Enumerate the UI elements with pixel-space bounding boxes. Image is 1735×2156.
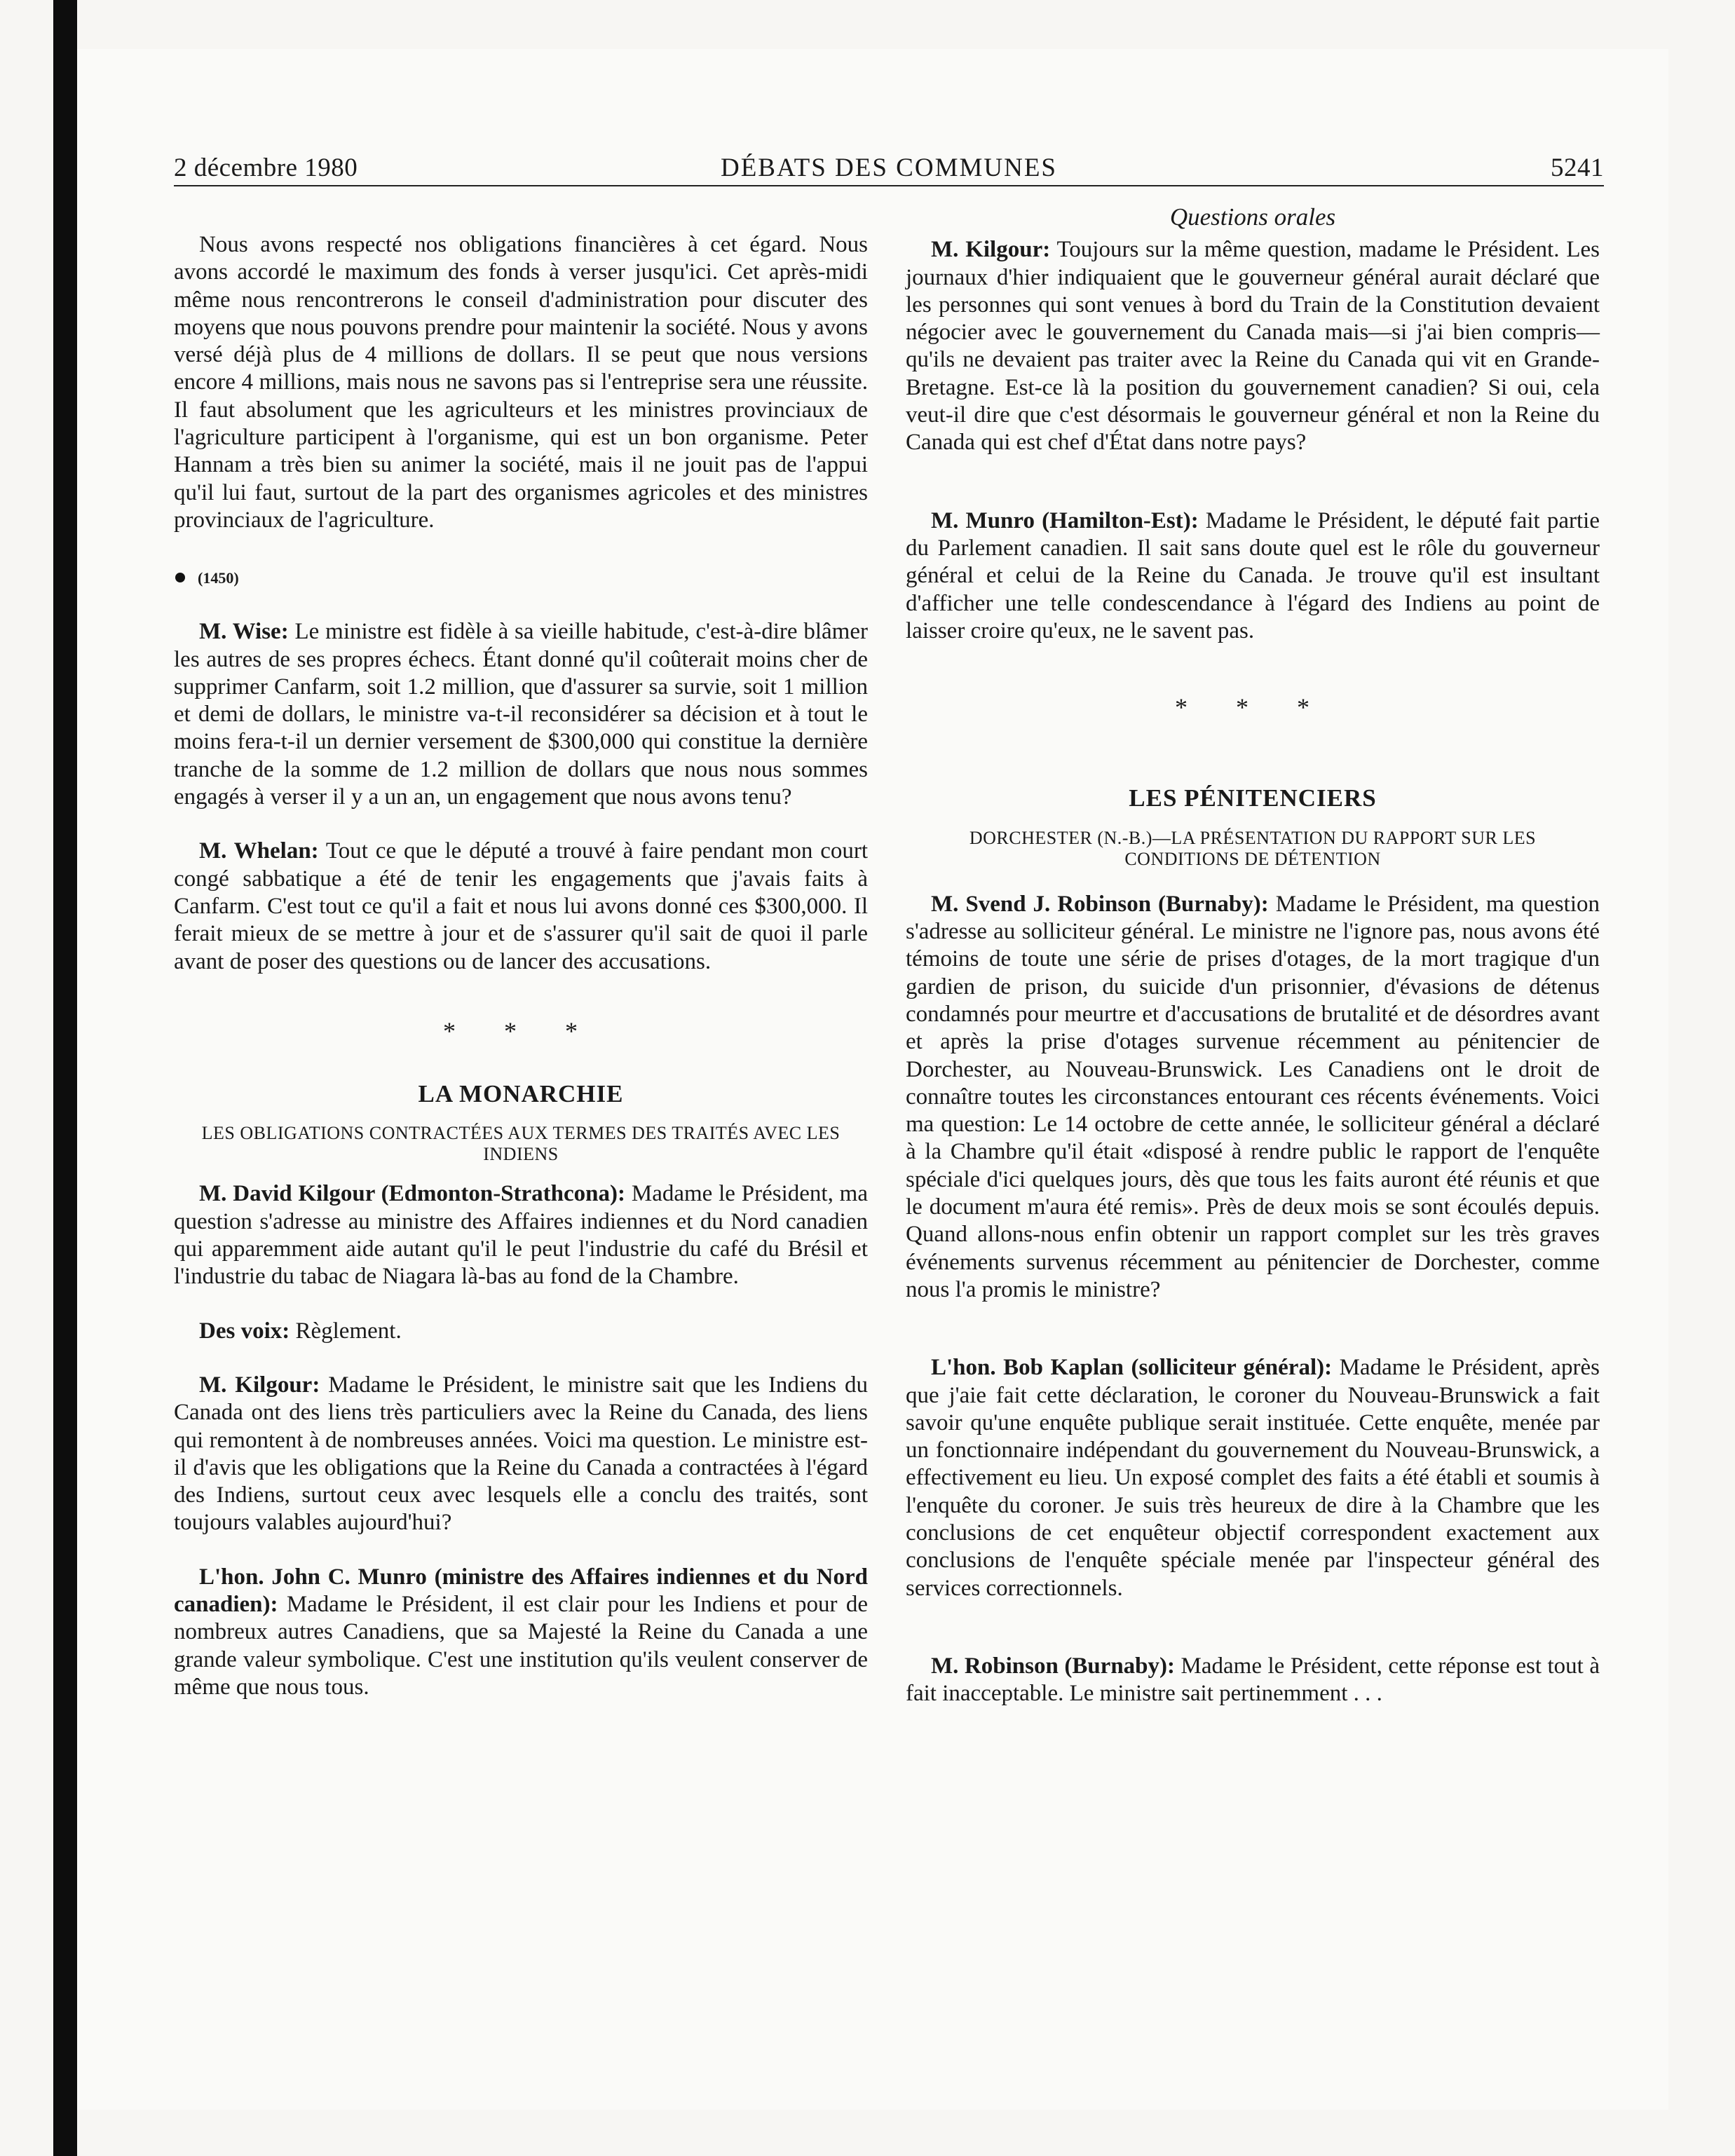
speaker: M. Svend J. Robinson (Burnaby):	[931, 891, 1269, 917]
speaker: M. David Kilgour (Edmonton-Strathcona):	[199, 1181, 626, 1207]
page-header	[174, 153, 1604, 188]
speech: Règlement.	[290, 1318, 402, 1344]
paragraph	[174, 1180, 868, 1290]
paragraph	[906, 1653, 1600, 1708]
paragraph	[174, 1564, 868, 1701]
bullet-icon	[175, 573, 185, 582]
section-separator: * * *	[1175, 693, 1331, 722]
speaker: M. Wise:	[199, 619, 289, 645]
scan-border	[53, 0, 77, 2156]
speaker: M. Kilgour:	[931, 237, 1051, 263]
time-marker-label: (1450)	[198, 568, 239, 587]
page-number: 5241	[1551, 153, 1604, 182]
speech: Tout ce que le député a trouvé à faire pendant mon court congé sabbatique a été de tenir les engagements que j'avais faits à Canfarm. C'est tout ce qu'il a fait et nous lui avons donné ces $300,000. Il ferait mieux de se mettre à jour et de s'assurer qu'il sait de quoi il parle avant de poser des questions ou de lancer des accusations.	[174, 838, 869, 974]
section-heading: LES PÉNITENCIERS	[1129, 784, 1377, 812]
time-marker	[174, 564, 868, 592]
paragraph	[174, 1318, 868, 1345]
speaker: M. Whelan:	[199, 838, 319, 864]
speaker: Des voix:	[199, 1318, 290, 1344]
paragraph	[906, 507, 1600, 645]
speech: Madame le Président, cette réponse est tout à fait inacceptable. Le ministre sait pertinemment . . .	[906, 1653, 1600, 1707]
speech: Madame le Président, le ministre sait que les Indiens du Canada ont des liens très particuliers avec la Reine du Canada, des liens qui remontent à de nombreuses années. Voici ma question. Le ministre est-il d'avis que les obligations que la Reine du Canada a contractées à l'égard des Indiens, surtout ceux avec lesquels elle a conclu des traités, sont toujours valables aujourd'hui?	[174, 1372, 868, 1536]
speaker: L'hon. Bob Kaplan (solliciteur général):	[931, 1355, 1333, 1381]
running-head: Questions orales	[1169, 203, 1336, 231]
speaker: L'hon. John C. Munro (ministre des Affaires indiennes et du Nord canadien):	[174, 1564, 868, 1617]
paragraph	[906, 236, 1600, 456]
paragraph	[174, 838, 868, 975]
speech: Madame le Président, le député fait partie du Parlement canadien. Il sait sans doute quel est le rôle du gouverneur général et celui de la Reine du Canada. Je trouve qu'il est insultant d'afficher une telle condescendance à l'égard des Indiens au point de laisser croire qu'eux, ne le savent pas.	[906, 507, 1600, 643]
paragraph	[174, 1372, 868, 1537]
speech: Le ministre est fidèle à sa vieille habitude, c'est-à-dire blâmer les autres de ses propres échecs. Étant donné qu'il coûterait moins cher de supprimer Canfarm, soit 1.2 million, que d'assurer sa survie, soit 1 million et demi de dollars, le ministre va-t-il reconsidérer sa décision et à tout le moins fera-t-il un dernier versement de $300,000 qui constitue la dernière tranche de la somme de 1.2 million de dollars que nous nous sommes engagés à verser il y a un an, un engagement que nous avons tenu?	[174, 619, 868, 810]
header-rule	[174, 185, 1604, 186]
header-title: DÉBATS DES COMMUNES	[720, 153, 1057, 182]
right-column	[906, 203, 1600, 1707]
speech: Madame le Président, ma question s'adresse au solliciteur général. Le ministre ne l'ignore pas, nous avons été témoins de toute une série de prises d'otages, de la mort tragique d'un gardien de prison, du suicide d'un prisonnier, d'évasions de détenus condamnés pour meurtre et d'accusations de brutalité et de désordres avant et après la prise d'otages survenue récemment au pénitencier de Dorchester, au Nouveau-Brunswick. Les Canadiens ont le droit de connaître toutes les circonstances entourant ces récents événements. Voici ma question: Le 14 octobre de cette année, le solliciteur général a déclaré à la Chambre qu'il était «disposé à rendre public le rapport de l'enquête spéciale d'ici quelques jours, dès que tous les faits auront été réunis et que le document m'aura été remis». Près de deux mois se sont écoulés depuis. Quand allons-nous enfin obtenir un rapport complet sur les très graves événements survenus récemment au pénitencier de Dorchester, comme nous l'a promis le ministre?	[906, 891, 1600, 1302]
section-heading: LA MONARCHIE	[418, 1080, 624, 1108]
section-subheading: DORCHESTER (N.-B.)—LA PRÉSENTATION DU RAPPORT SUR LES CONDITIONS DE DÉTENTION	[969, 827, 1537, 869]
speech: Madame le Président, après que j'aie fait cette déclaration, le coroner du Nouveau-Brunswick a fait savoir qu'une enquête publique serait instituée. Cette enquête, menée par un fonctionnaire indépendant du gouvernement du Nouveau-Brunswick, a effectivement eu lieu. Un exposé complet des faits a été établi et soumis à l'enquête du coroner. Je suis très heureux de dire à la Chambre que les conclusions de cet enquêteur objectif correspondent exactement aux conclusions de l'enquête spéciale menée par l'inspecteur général des services correctionnels.	[906, 1355, 1600, 1601]
paragraph	[906, 891, 1600, 1304]
paragraph: Nous avons respecté nos obligations financières à cet égard. Nous avons accordé le maximum des fonds à verser jusqu'ici. Cet après-midi même nous rencontrerons le conseil d'administration pour discuter des moyens que nous pouvons prendre pour maintenir la société. Nous y avons versé déjà plus de 4 millions de dollars. Il se peut que nous versions encore 4 millions, mais nous ne savons pas si l'entreprise sera une réussite. Il faut absolument que les agriculteurs et les ministres provinciaux de l'agriculture participent à l'organisme, qui est un bon organisme. Peter Hannam a très bien su animer la société, mais il ne jouit pas de l'appui qu'il lui faut, surtout de la part des organismes agricoles et des ministres provinciaux de l'agriculture.	[174, 232, 868, 533]
speaker: M. Munro (Hamilton-Est):	[931, 507, 1199, 533]
paragraph	[174, 618, 868, 811]
speech: Toujours sur la même question, madame le Président. Les journaux d'hier indiquaient que le gouverneur général aurait déclaré que les personnes qui sont venues à bord du Train de la Constitution devaient négocier avec le gouvernement du Canada mais—si j'ai bien compris—qu'ils ne devaient pas traiter avec la Reine du Canada qui vit en Grande-Bretagne. Est-ce là la position du gouvernement canadien? Si oui, cela veut-il dire que c'est désormais le gouverneur général et non la Reine du Canada qui est chef d'État dans notre pays?	[906, 237, 1600, 456]
speaker: M. Robinson (Burnaby):	[931, 1653, 1176, 1679]
speech: Madame le Président, ma question s'adresse au ministre des Affaires indiennes et du Nord canadien qui apparemment aide autant qu'il le peut l'industrie du café du Brésil et l'industrie du tabac de Niagara là-bas au fond de la Chambre.	[174, 1181, 869, 1290]
section-subheading: LES OBLIGATIONS CONTRACTÉES AUX TERMES DES TRAITÉS AVEC LES INDIENS	[201, 1123, 841, 1165]
left-column	[174, 231, 868, 1701]
header-date: 2 décembre 1980	[174, 153, 358, 182]
speaker: M. Kilgour:	[199, 1372, 320, 1398]
speech: Madame le Président, il est clair pour les Indiens et pour de nombreux autres Canadiens, que sa Majesté la Reine du Canada a une grande valeur symbolique. C'est une institution qu'ils veulent conserver de même que nous tous.	[174, 1591, 868, 1700]
section-separator: * * *	[443, 1016, 599, 1045]
paragraph	[906, 1354, 1600, 1602]
